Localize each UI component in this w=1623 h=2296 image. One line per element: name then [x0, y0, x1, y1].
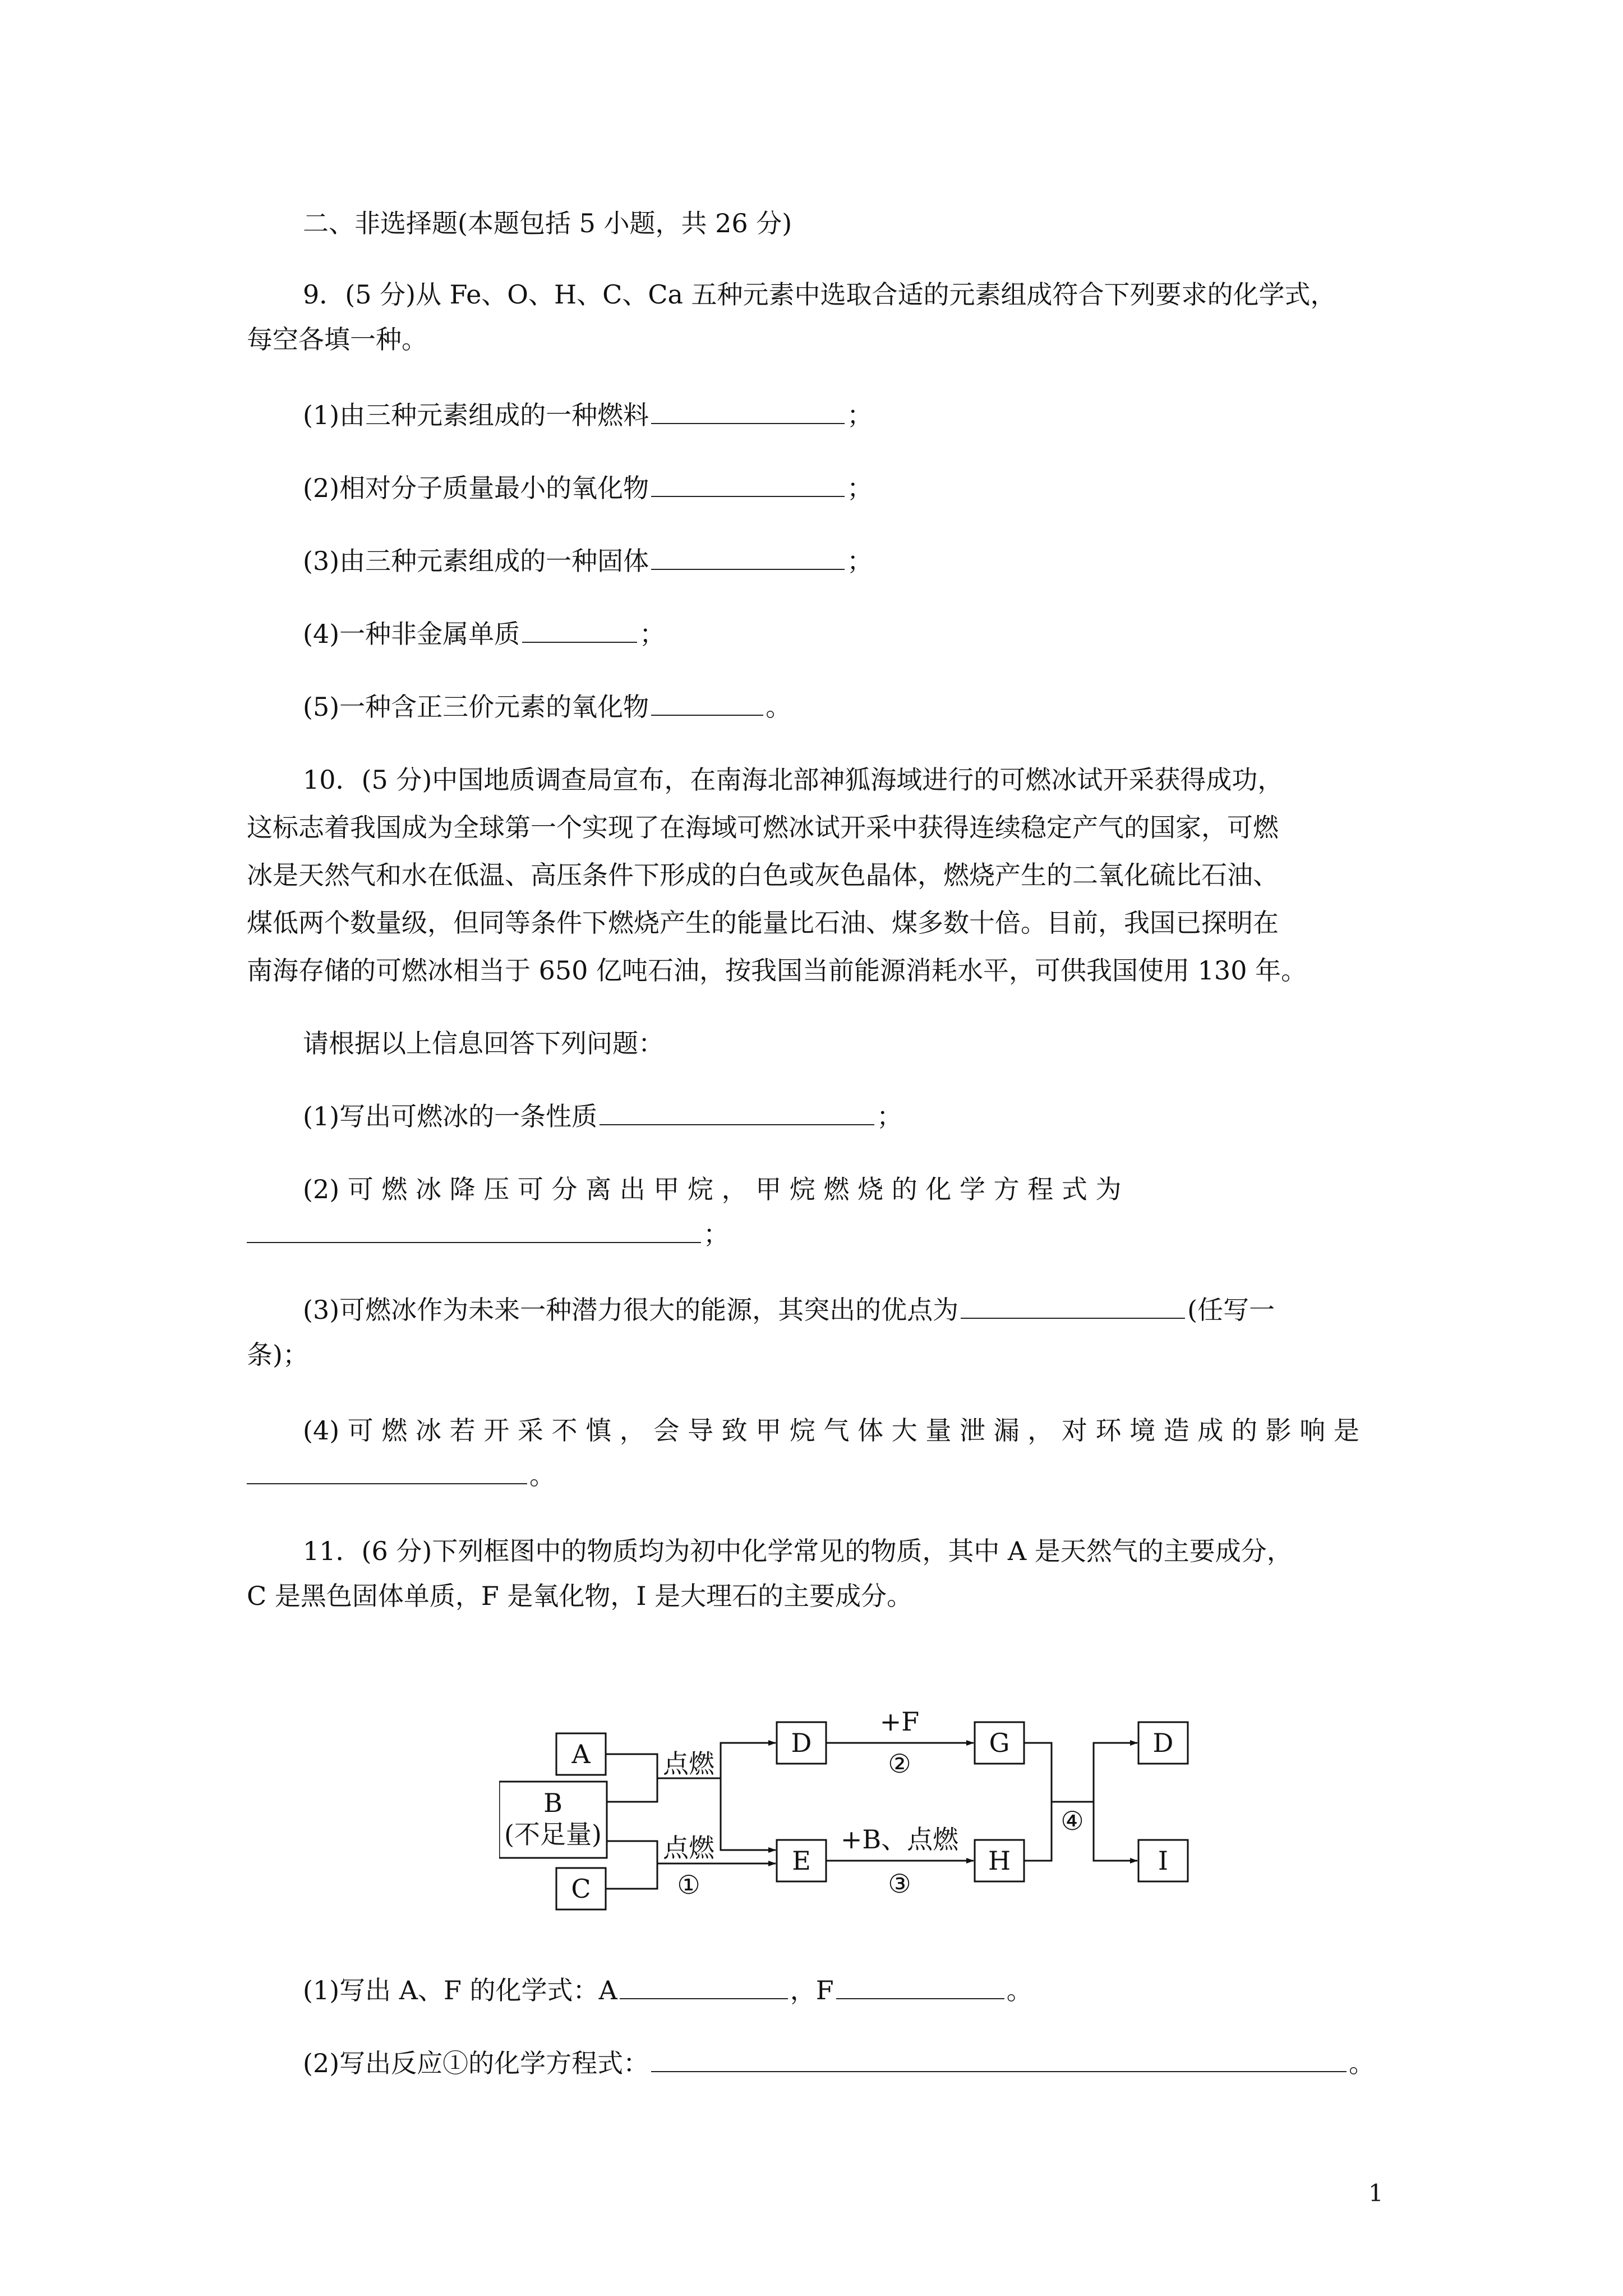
- q10-item4-blank[interactable]: [247, 1458, 527, 1484]
- q11-item2-end: 。: [1349, 2048, 1375, 2078]
- q10-item3-text: (3)可燃冰作为未来一种潜力很大的能源，其突出的优点为: [303, 1295, 959, 1325]
- q11-stem-line1: 11．(6 分)下列框图中的物质均为初中化学常见的物质，其中 A 是天然气的主要成分，: [303, 1536, 1293, 1566]
- label-plus-b-ignite: +B、点燃: [840, 1824, 959, 1855]
- q10-stem-line2: 这标志着我国成为全球第一个实现了在海域可燃冰试开采中获得连续稳定产气的国家，可燃: [247, 812, 1279, 843]
- q11-item1: [303, 1973, 1032, 2007]
- q10-item4-answer-line: [247, 1458, 555, 1492]
- q11-item2-blank[interactable]: [651, 2046, 1347, 2072]
- q10-item1: [303, 1099, 902, 1133]
- q9-item3-text: (3)由三种元素组成的一种固体: [303, 546, 649, 576]
- q9-item5-end: 。: [766, 692, 792, 722]
- box-i-label: I: [1158, 1846, 1169, 1876]
- q10-item2-blank[interactable]: [247, 1217, 701, 1243]
- q10-stem-line1: 10．(5 分)中国地质调查局宣布，在南海北部神狐海域进行的可燃冰试开采获得成功，: [303, 765, 1284, 795]
- q11-stem-line2: C 是黑色固体单质，F 是氧化物，I 是大理石的主要成分。: [247, 1581, 913, 1611]
- q9-item5-text: (5)一种含正三价元素的氧化物: [303, 692, 649, 722]
- q9-item4: [303, 617, 665, 651]
- q9-stem-line1: 9．(5 分)从 Fe、O、H、C、Ca 五种元素中选取合适的元素组成符合下列要求的化学式，: [303, 279, 1336, 310]
- box-d2-label: D: [1152, 1728, 1174, 1758]
- label-circle-3: ③: [888, 1869, 911, 1899]
- q9-item2-text: (2)相对分子质量最小的氧化物: [303, 473, 649, 503]
- box-h-label: H: [988, 1846, 1011, 1876]
- q11-item1-blank-f[interactable]: [836, 1973, 1004, 1999]
- box-c-label: C: [571, 1874, 591, 1904]
- q9-item3-end: ；: [847, 546, 873, 576]
- q9-item5-blank[interactable]: [651, 690, 763, 716]
- reaction-flow-diagram: [499, 1700, 1195, 1935]
- label-ignite-top: 点燃: [663, 1749, 714, 1779]
- q10-item3-line2: 条)；: [247, 1340, 308, 1370]
- q10-item2: (2) 可 燃 冰 降 压 可 分 离 出 甲 烷 ， 甲 烷 燃 烧 的 化 学 方 程 式 为: [303, 1174, 1122, 1204]
- q9-item3: [303, 544, 873, 578]
- q9-item4-end: ；: [639, 619, 666, 649]
- q9-item1-blank[interactable]: [651, 398, 845, 424]
- q10-item1-blank[interactable]: [600, 1099, 874, 1125]
- q10-stem-line3: 冰是天然气和水在低温、高压条件下形成的白色或灰色晶体，燃烧产生的二氧化硫比石油、: [247, 860, 1279, 890]
- q10-item4: (4) 可 燃 冰 若 开 采 不 慎 ， 会 导 致 甲 烷 气 体 大 量 泄 漏 ， 对 环 境 造 成 的 影 响 是: [303, 1415, 1359, 1446]
- box-b-label-line1: B: [543, 1788, 562, 1818]
- q9-item1-end: ；: [847, 400, 873, 430]
- q11-item1-text: (1)写出 A、F 的化学式：A: [303, 1975, 617, 2005]
- q9-item2: [303, 471, 873, 505]
- label-circle-4: ④: [1061, 1806, 1084, 1836]
- box-b-label-line2: (不足量): [504, 1819, 602, 1849]
- q11-item1-blank-a[interactable]: [620, 1973, 788, 1999]
- q9-item4-text: (4)一种非金属单质: [303, 619, 520, 649]
- section-title: 二、非选择题(本题包括 5 小题，共 26 分): [303, 208, 792, 238]
- q9-item1: [303, 398, 873, 432]
- q11-item1-mid: ，F: [790, 1975, 834, 2005]
- label-circle-1: ①: [677, 1870, 700, 1900]
- box-g-label: G: [989, 1728, 1010, 1758]
- label-circle-2: ②: [888, 1749, 911, 1779]
- page-number: 1: [1368, 2179, 1384, 2207]
- q10-stem-line4: 煤低两个数量级，但同等条件下燃烧产生的能量比石油、煤多数十倍。目前，我国已探明在: [247, 908, 1279, 938]
- q10-item1-end: ；: [877, 1101, 903, 1131]
- q10-stem-line5: 南海存储的可燃冰相当于 650 亿吨石油，按我国当前能源消耗水平，可供我国使用 130 年。: [247, 955, 1307, 986]
- q9-item2-blank[interactable]: [651, 471, 845, 497]
- q9-stem-line2: 每空各填一种。: [247, 324, 427, 355]
- q10-prompt: 请根据以上信息回答下列问题：: [303, 1028, 664, 1059]
- box-d-label: D: [791, 1728, 812, 1758]
- q9-item4-blank[interactable]: [522, 617, 637, 643]
- q10-item2-end: ；: [703, 1219, 729, 1249]
- q9-item5: [303, 690, 791, 724]
- label-ignite-bottom: 点燃: [663, 1833, 714, 1863]
- q10-item3-tail: (任写一: [1187, 1295, 1275, 1325]
- q10-item1-text: (1)写出可燃冰的一条性质: [303, 1101, 598, 1131]
- q11-item2-text: (2)写出反应①的化学方程式：: [303, 2048, 649, 2078]
- q10-item4-end: 。: [529, 1460, 555, 1490]
- box-a-label: A: [571, 1739, 591, 1769]
- q9-item3-blank[interactable]: [651, 544, 845, 570]
- q9-item2-end: ；: [847, 473, 873, 503]
- q10-item3-blank[interactable]: [961, 1293, 1185, 1319]
- q11-item1-end: 。: [1006, 1975, 1032, 2005]
- q9-item1-text: (1)由三种元素组成的一种燃料: [303, 400, 649, 430]
- box-e-label: E: [792, 1846, 811, 1876]
- q10-item2-answer-line: [247, 1217, 729, 1251]
- q11-item2: [303, 2046, 1375, 2080]
- q10-item3: [303, 1293, 1275, 1327]
- label-plus-f: +F: [879, 1706, 920, 1737]
